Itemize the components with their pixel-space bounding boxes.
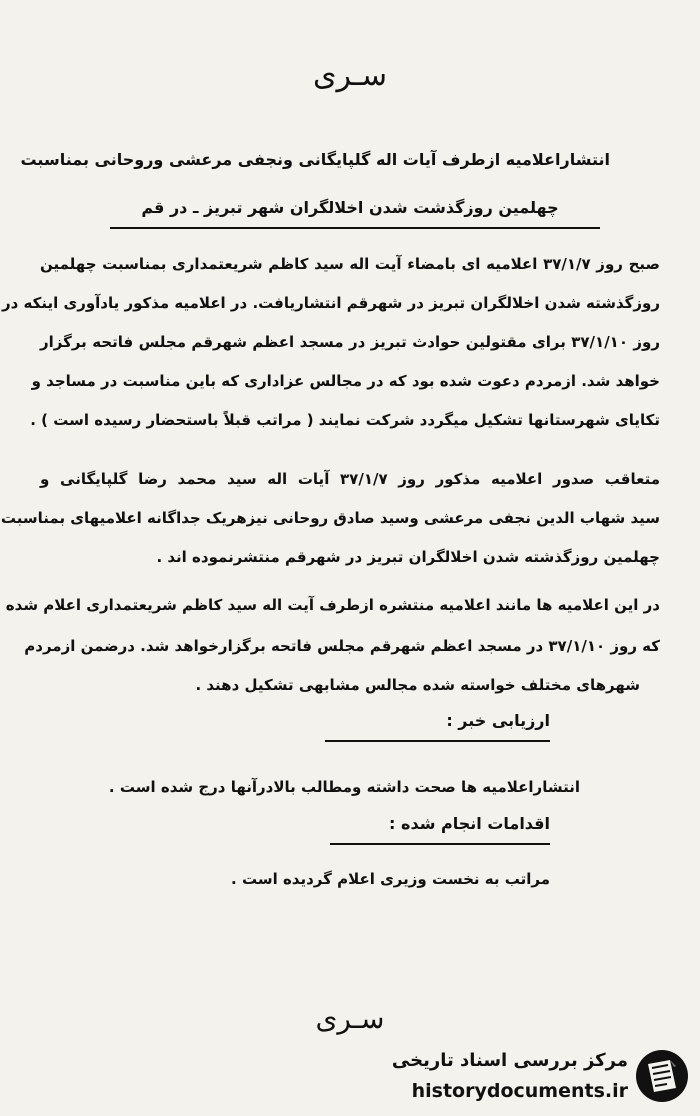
- body-line: صبح روز ۳۷/۱/۷ اعلامیه ای بامضاء آیت اله سید کاظم شریعتمداری بمناسبت چهلمین: [40, 255, 660, 273]
- heading-line-1: انتشاراعلامیه ازطرف آیات اله گلپایگانی ونجفی مرعشی وروحانی بمناسبت: [20, 150, 610, 169]
- heading-underline: [110, 227, 600, 229]
- watermark-org-name: مرکز بررسی اسناد تاریخی: [391, 1050, 628, 1071]
- section-text-evaluation: انتشاراعلامیه ها صحت داشته ومطالب بالادرآنها درج شده است .: [108, 778, 580, 796]
- body-line: در این اعلامیه ها مانند اعلامیه منتشره ازطرف آیت اله سید کاظم شریعتمداری اعلام شده: [5, 596, 660, 614]
- section-title-evaluation: ارزیابی خبر :: [446, 711, 550, 730]
- body-line: خواهد شد. ازمردم دعوت شده بود که در مجالس عزاداری که باین مناسبت در مساجد و: [31, 372, 660, 390]
- section-underline: [325, 740, 550, 742]
- body-line: سید شهاب الدین نجفی مرعشی وسید صادق روحانی نیزهریک جداگانه اعلامیهای بمناسبت: [0, 509, 660, 527]
- body-line: چهلمین روزگذشته شدن اخلالگران تبریز در شهرقم منتشرنموده اند .: [156, 548, 660, 566]
- section-title-actions: اقدامات انجام شده :: [389, 814, 550, 833]
- body-line: متعاقب صدور اعلامیه مذکور روز ۳۷/۱/۷ آیات اله سید محمد رضا گلپایگانی و: [40, 470, 660, 488]
- classification-bottom: سـری: [315, 1002, 385, 1035]
- body-line: تکایای شهرستانها تشکیل میگردد شرکت نمایند ( مراتب قبلاً باستحضار رسیده است ) .: [30, 411, 660, 429]
- body-line: که روز ۳۷/۱/۱۰ در مسجد اعظم شهرقم مجلس فاتحه برگزارخواهد شد. درضمن ازمردم: [24, 637, 660, 655]
- archive-watermark: [390, 1046, 690, 1110]
- section-underline: [330, 843, 550, 845]
- body-line: روزگذشته شدن اخلالگران تبریز در شهرقم انتشاریافت. در اعلامیه مذکور یادآوری اینکه در: [1, 294, 660, 312]
- heading-line-2: چهلمین روزگذشت شدن اخلالگران شهر تبریز ـ در قم: [141, 198, 559, 217]
- watermark-website: historydocuments.ir: [411, 1080, 628, 1102]
- body-line: شهرهای مختلف خواسته شده مجالس مشابهی تشکیل دهند .: [195, 676, 640, 694]
- classification-top: سـری: [313, 58, 387, 93]
- section-text-actions: مراتب به نخست وزیری اعلام گردیده است .: [231, 870, 550, 888]
- body-line: روز ۳۷/۱/۱۰ برای مقتولین حوادث تبریز در مسجد اعظم شهرقم مجلس فاتحه برگزار: [40, 333, 660, 351]
- document-archive-logo-icon: [634, 1048, 690, 1104]
